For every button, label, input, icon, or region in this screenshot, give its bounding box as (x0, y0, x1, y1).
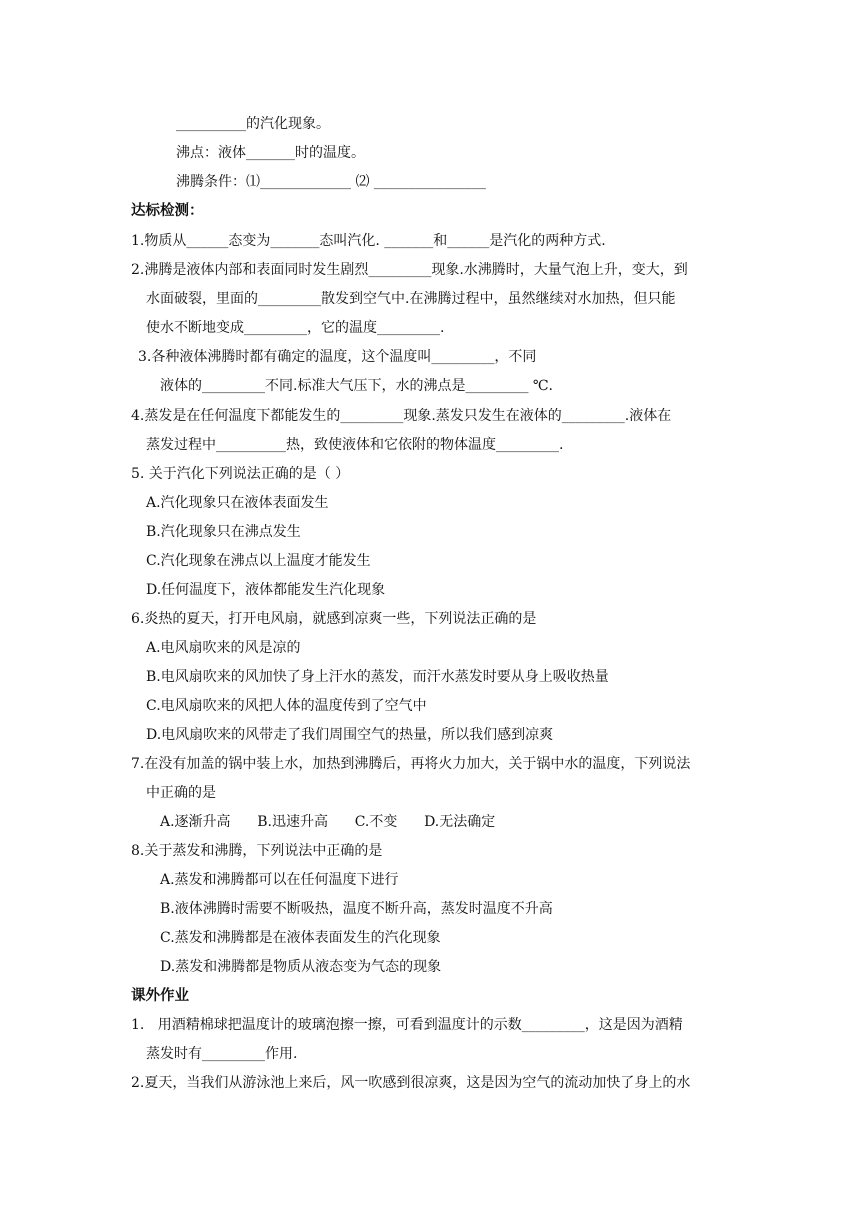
question-3-line-2: 液体的_________不同.标准大气压下，水的沸点是_________ ℃. (160, 378, 554, 394)
question-8-option-b: B.液体沸腾时需要不断吸热，温度不断升高，蒸发时温度不升高 (160, 901, 553, 917)
section-heading-assessment: 达标检测： (131, 203, 204, 219)
homework-1-line-2: 蒸发时有_________作用. (146, 1046, 298, 1062)
homework-2-line-1: 2.夏天，当我们从游泳池上来后，风一吹感到很凉爽，这是因为空气的流动加快了身上的水 (131, 1075, 691, 1091)
intro-line-1: __________的汽化现象。 (176, 116, 330, 132)
question-6-option-b: B.电风扇吹来的风加快了身上汗水的蒸发，而汗水蒸发时要从身上吸收热量 (146, 669, 609, 685)
question-8-option-c: C.蒸发和沸腾都是在液体表面发生的汽化现象 (160, 930, 441, 946)
question-6-option-c: C.电风扇吹来的风把人体的温度传到了空气中 (146, 698, 427, 714)
homework-1-line-1: 1. 用酒精棉球把温度计的玻璃泡擦一擦，可看到温度计的示数_________，这是因为酒精 (131, 1017, 683, 1033)
question-4-line-1: 4.蒸发是在任何温度下都能发生的_________现象.蒸发只发生在液体的_________.液体在 (131, 408, 672, 424)
question-4-line-2: 蒸发过程中__________热，致使液体和它依附的物体温度_________. (146, 437, 564, 453)
question-2-line-1: 2.沸腾是液体内部和表面同时发生剧烈_________现象.水沸腾时，大量气泡上升，变大，到 (131, 262, 688, 278)
question-6: 6.炎热的夏天，打开电风扇，就感到凉爽一些，下列说法正确的是 (131, 611, 537, 627)
question-2-line-3: 使水不断地变成_________，它的温度_________. (146, 320, 445, 336)
intro-line-boiling-conditions: 沸腾条件：⑴_____________ ⑵ ________________ (176, 174, 486, 190)
question-8-option-a: A.蒸发和沸腾都可以在任何温度下进行 (160, 872, 399, 888)
question-5-option-c: C.汽化现象在沸点以上温度才能发生 (146, 553, 371, 569)
question-7-line-1: 7.在没有加盖的锅中装上水，加热到沸腾后，再将火力加大，关于锅中水的温度，下列说法 (131, 756, 691, 772)
question-1: 1.物质从______态变为_______态叫汽化. _______和______是汽化的两种方式. (131, 233, 606, 249)
question-5: 5. 关于汽化下列说法正确的是（ ） (131, 466, 350, 482)
section-heading-homework: 课外作业 (131, 988, 189, 1004)
question-7-options: A.逐渐升高 B.迅速升高 C.不变 D.无法确定 (160, 814, 496, 830)
question-3-line-1: 3.各种液体沸腾时都有确定的温度，这个温度叫_________，不同 (138, 349, 537, 365)
question-8: 8.关于蒸发和沸腾，下列说法中正确的是 (131, 843, 383, 859)
question-5-option-b: B.汽化现象只在沸点发生 (146, 524, 301, 540)
question-6-option-d: D.电风扇吹来的风带走了我们周围空气的热量，所以我们感到凉爽 (146, 727, 554, 743)
question-8-option-d: D.蒸发和沸腾都是物质从液态变为气态的现象 (160, 959, 442, 975)
question-7-line-2: 中正确的是 (146, 785, 216, 801)
question-6-option-a: A.电风扇吹来的风是凉的 (146, 640, 301, 656)
question-2-line-2: 水面破裂，里面的_________散发到空气中.在沸腾过程中，虽然继续对水加热，但只能 (146, 291, 676, 307)
question-5-option-a: A.汽化现象只在液体表面发生 (146, 495, 329, 511)
question-5-option-d: D.任何温度下，液体都能发生汽化现象 (146, 582, 386, 598)
intro-line-boiling-point: 沸点：液体_______时的温度。 (176, 145, 365, 161)
